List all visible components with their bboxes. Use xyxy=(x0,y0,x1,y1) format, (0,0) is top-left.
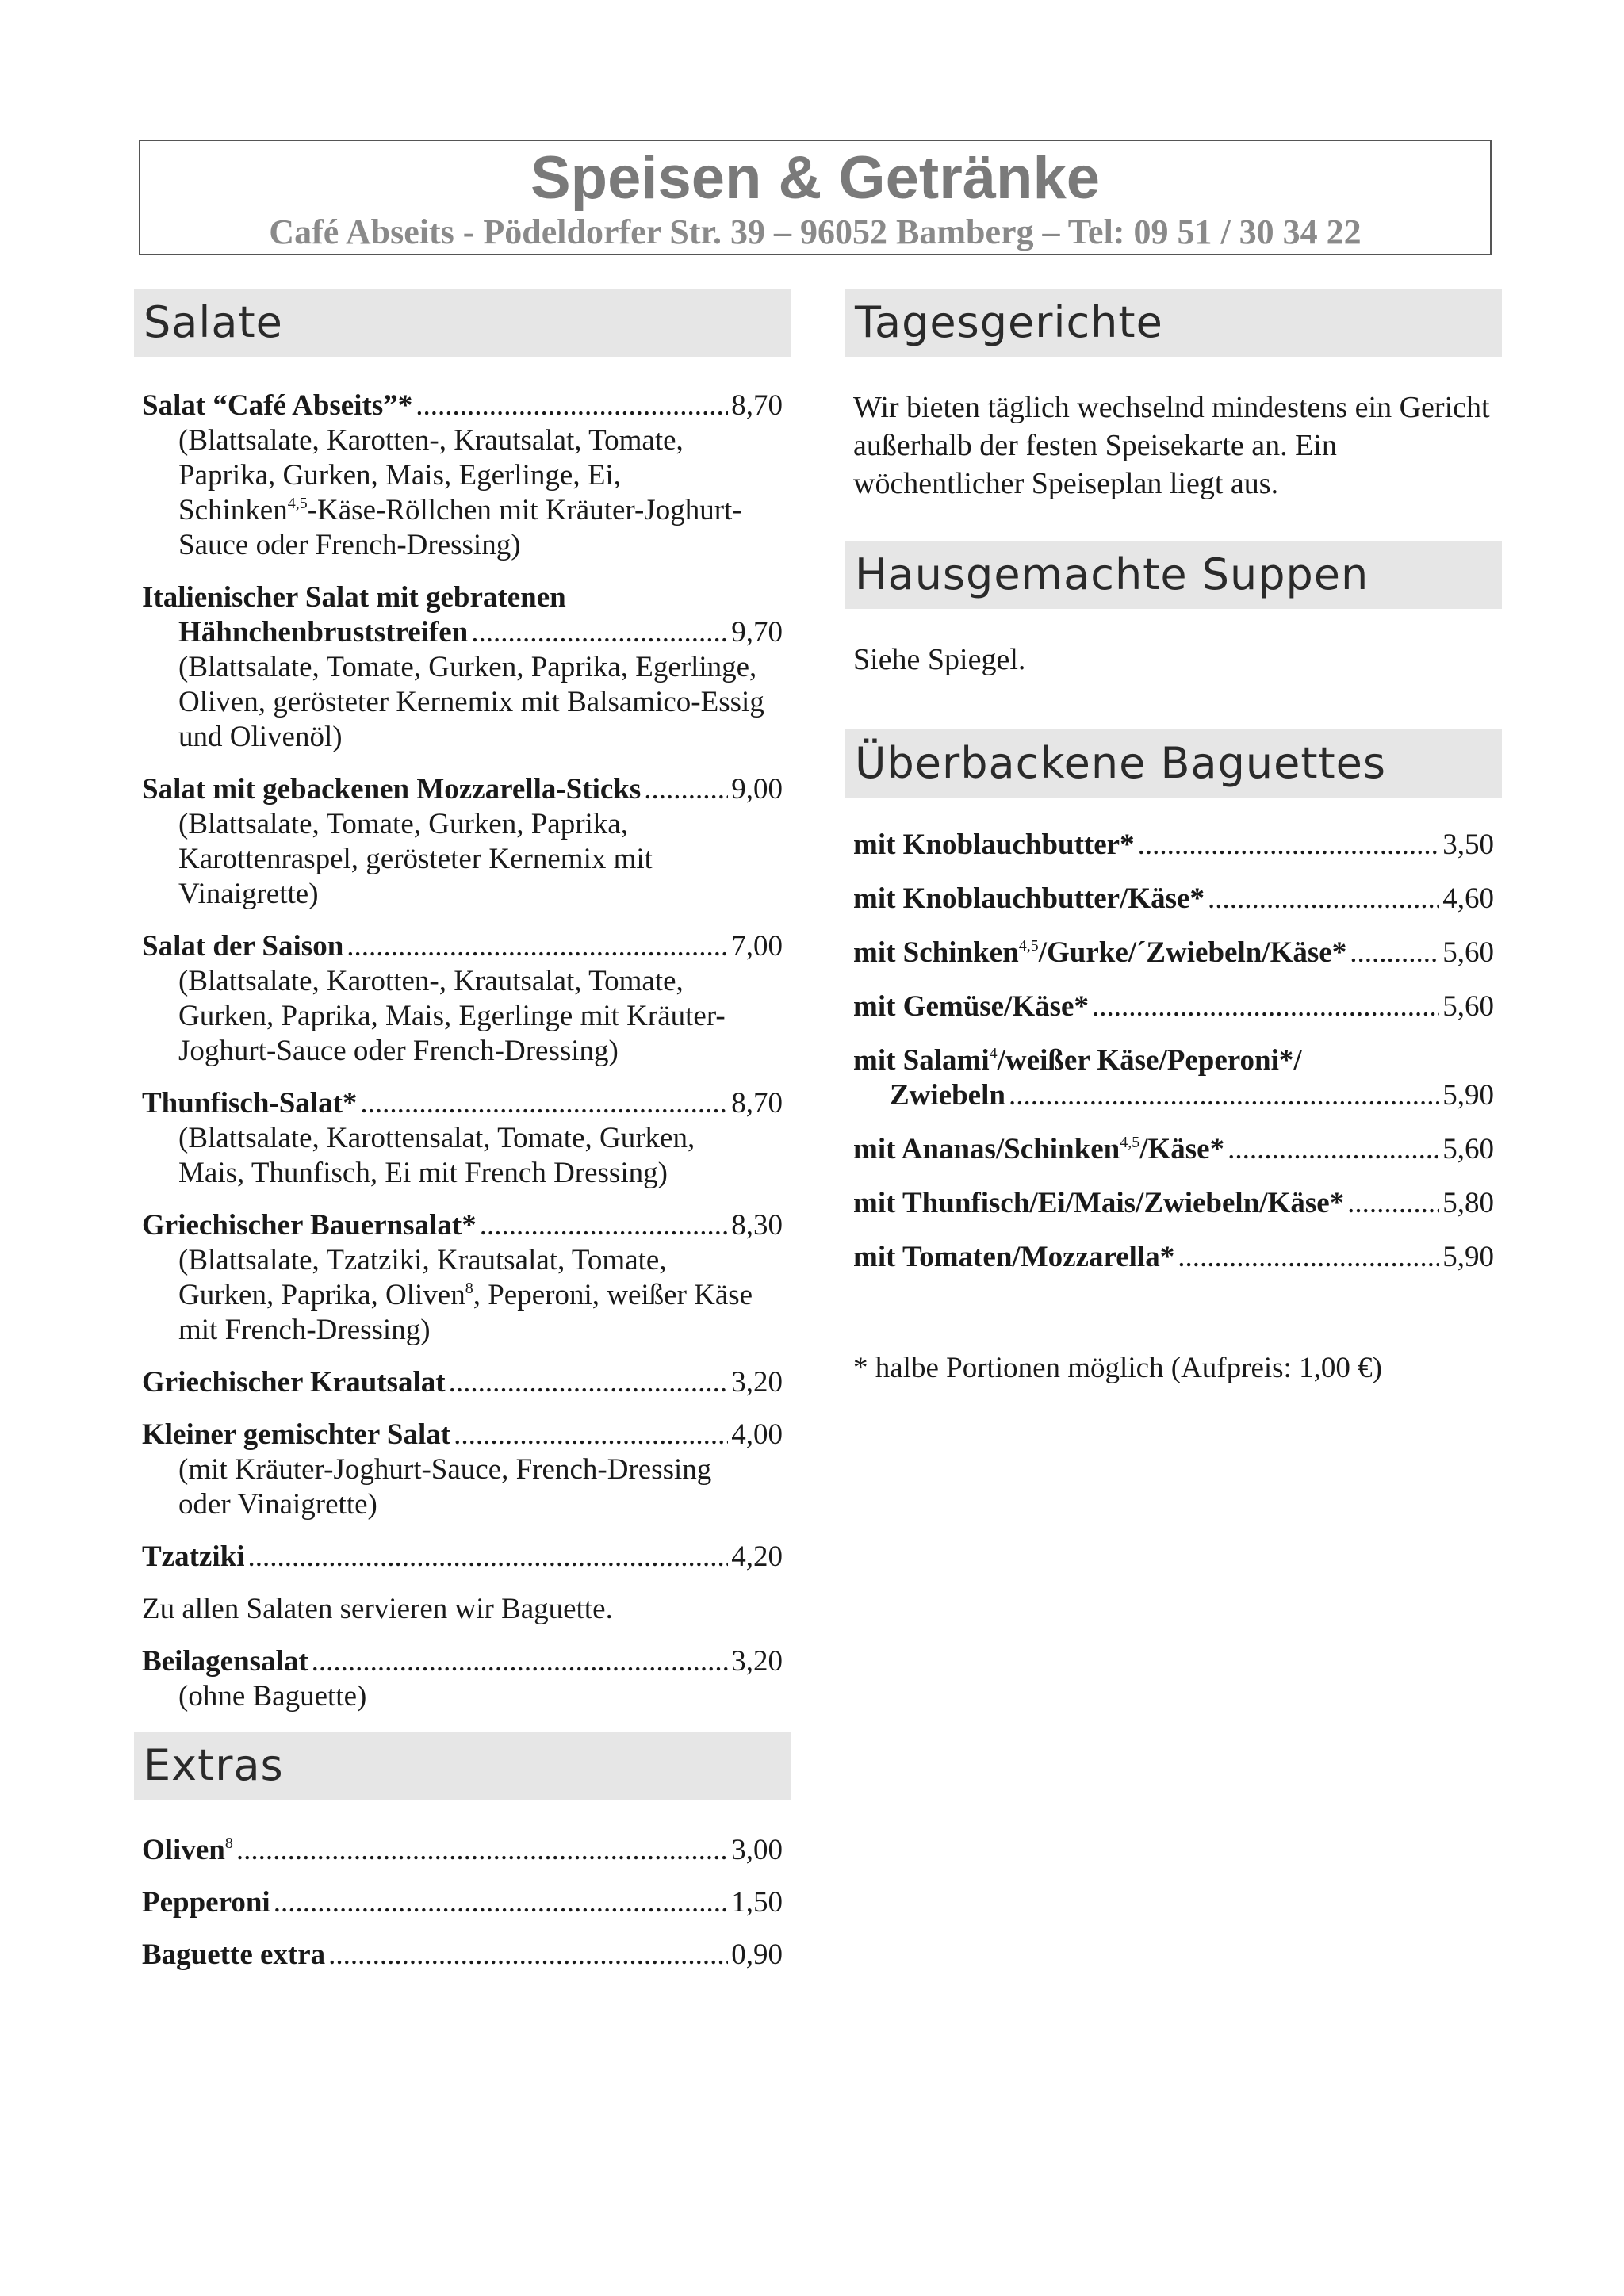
item-price: 9,00 xyxy=(731,773,783,806)
item-desc: (Blattsalate, Karotten-, Krautsalat, Tomate, Gurken, Paprika, Mais, Egerlinge mit Kräuter- Joghurt-Sauce oder French-Dressing) xyxy=(178,965,726,1067)
left-column xyxy=(134,289,791,1990)
item-name: Italienischer Salat mit gebratenen xyxy=(142,581,566,614)
item-name: mit Thunfisch/Ei/Mais/Zwiebeln/Käse* xyxy=(853,1187,1345,1219)
item-price: 5,80 xyxy=(1442,1187,1494,1219)
item-price: 1,50 xyxy=(731,1886,783,1919)
menu-item xyxy=(142,1938,783,1973)
section-heading-baguettes: Überbackene Baguettes xyxy=(845,729,1502,798)
item-name: mit Ananas/Schinken$^{4,5}$/Käse* xyxy=(853,1133,1225,1165)
item-price: 3,00 xyxy=(731,1834,783,1866)
item-name: mit Schinken$^{4,5}$/Gurke/´Zwiebeln/Käse* xyxy=(853,936,1347,969)
half-portion-note: * halbe Portionen möglich (Aufpreis: 1,00 €) xyxy=(853,1352,1382,1384)
menu-item xyxy=(853,828,1494,863)
item-desc: (Blattsalate, Tzatziki, Krautsalat, Tomate, Gurken, Paprika, Oliven$^8$, Peperoni, weißer Käse mit French-Dressing) xyxy=(178,1244,753,1346)
item-price: 4,00 xyxy=(731,1418,783,1451)
item-name: Thunfisch-Salat* xyxy=(142,1087,358,1119)
menu-item xyxy=(853,882,1494,916)
item-name: Salat “Café Abseits”* xyxy=(142,389,413,422)
menu-item xyxy=(142,1833,783,1868)
item-name: Hähnchenbruststreifen xyxy=(178,616,469,649)
section-suppen xyxy=(845,541,1502,679)
item-price: 3,20 xyxy=(731,1366,783,1399)
item-price: 5,60 xyxy=(1442,990,1494,1023)
item-name: Kleiner gemischter Salat xyxy=(142,1418,451,1451)
item-name: Baguette extra xyxy=(142,1938,326,1971)
section-heading-extras: Extras xyxy=(134,1732,791,1800)
page-title: Speisen & Getränke xyxy=(530,144,1101,212)
menu-header xyxy=(139,140,1492,255)
menu-item xyxy=(142,1365,783,1400)
menu-item xyxy=(142,1644,783,1714)
menu-item xyxy=(853,1186,1494,1221)
section-heading-tagesgerichte: Tagesgerichte xyxy=(845,289,1502,357)
item-desc: (ohne Baguette) xyxy=(178,1680,367,1712)
menu-item xyxy=(142,929,783,1069)
item-name: mit Gemüse/Käse* xyxy=(853,990,1089,1023)
right-column xyxy=(845,289,1502,1386)
item-name: mit Tomaten/Mozzarella* xyxy=(853,1241,1175,1273)
item-price: 7,00 xyxy=(731,930,783,962)
item-name: Griechischer Krautsalat xyxy=(142,1366,446,1399)
item-desc: (mit Kräuter-Joghurt-Sauce, French-Dressing oder Vinaigrette) xyxy=(178,1453,712,1521)
item-name: Zwiebeln xyxy=(890,1079,1005,1112)
item-price: 4,60 xyxy=(1442,882,1494,915)
menu-item xyxy=(853,936,1494,970)
item-name: Salat mit gebackenen Mozzarella-Sticks xyxy=(142,773,642,806)
suppen-text: Siehe Spiegel. xyxy=(853,643,1026,676)
salate-note: Zu allen Salaten servieren wir Baguette. xyxy=(142,1593,613,1625)
tagesgerichte-text: Wir bieten täglich wechselnd mindestens ein Gericht außerhalb der festen Speisekarte an. Ein wöchentlicher Speiseplan liegt aus. xyxy=(853,391,1490,500)
menu-item xyxy=(142,1540,783,1575)
item-desc: (Blattsalate, Karottensalat, Tomate, Gurken, Mais, Thunfisch, Ei mit French Dressing) xyxy=(178,1122,695,1189)
menu-item xyxy=(853,1043,1494,1113)
item-price: 3,50 xyxy=(1442,828,1494,861)
menu-item xyxy=(142,1418,783,1522)
item-price: 8,30 xyxy=(731,1209,783,1242)
item-price: 5,90 xyxy=(1442,1079,1494,1112)
section-salate xyxy=(134,289,791,1714)
item-name: Griechischer Bauernsalat* xyxy=(142,1209,477,1242)
item-name: Pepperoni xyxy=(142,1886,270,1919)
item-name: Salat der Saison xyxy=(142,930,344,962)
item-price: 8,70 xyxy=(731,389,783,422)
menu-item xyxy=(853,989,1494,1024)
item-name: mit Knoblauchbutter* xyxy=(853,828,1135,861)
item-price: 5,90 xyxy=(1442,1241,1494,1273)
item-price: 5,60 xyxy=(1442,1133,1494,1165)
section-heading-suppen: Hausgemachte Suppen xyxy=(845,541,1502,609)
item-price: 8,70 xyxy=(731,1087,783,1119)
item-name: Beilagensalat xyxy=(142,1645,308,1678)
item-name: Oliven$^8$ xyxy=(142,1834,233,1866)
cafe-address: Café Abseits - Pödeldorfer Str. 39 – 96052 Bamberg – Tel: 09 51 / 30 34 22 xyxy=(269,212,1362,251)
menu-item xyxy=(142,1208,783,1348)
menu-item xyxy=(142,580,783,755)
item-desc: (Blattsalate, Karotten-, Krautsalat, Tomate, Paprika, Gurken, Mais, Egerlinge, Ei, Schinken$^{4,5}$-Käse-Röllchen mit Kräuter-Joghurt- Sauce oder French-Dressing) xyxy=(178,424,742,561)
item-price: 3,20 xyxy=(731,1645,783,1678)
item-desc: (Blattsalate, Tomate, Gurken, Paprika, Egerlinge, Oliven, gerösteter Kernemix mit Balsamico-Essig und Olivenöl) xyxy=(178,651,764,753)
item-name: Tzatziki xyxy=(142,1540,245,1573)
menu-item xyxy=(853,1240,1494,1275)
item-price: 4,20 xyxy=(731,1540,783,1573)
menu-item xyxy=(142,772,783,912)
section-extras xyxy=(134,1732,791,1973)
item-name: mit Knoblauchbutter/Käse* xyxy=(853,882,1205,915)
section-tagesgerichte xyxy=(845,289,1502,503)
section-heading-salate: Salate xyxy=(134,289,791,357)
menu-item xyxy=(853,1132,1494,1167)
menu-item xyxy=(142,1086,783,1191)
item-price: 9,70 xyxy=(731,616,783,649)
item-price: 0,90 xyxy=(731,1938,783,1971)
item-desc: (Blattsalate, Tomate, Gurken, Paprika, Karottenraspel, gerösteter Kernemix mit Vinaigrette) xyxy=(178,808,653,910)
section-baguettes xyxy=(845,729,1502,1386)
menu-item xyxy=(142,1885,783,1920)
menu-item xyxy=(142,388,783,563)
item-price: 5,60 xyxy=(1442,936,1494,969)
item-name: mit Salami$^4$/weißer Käse/Peperoni*/ xyxy=(853,1044,1302,1077)
